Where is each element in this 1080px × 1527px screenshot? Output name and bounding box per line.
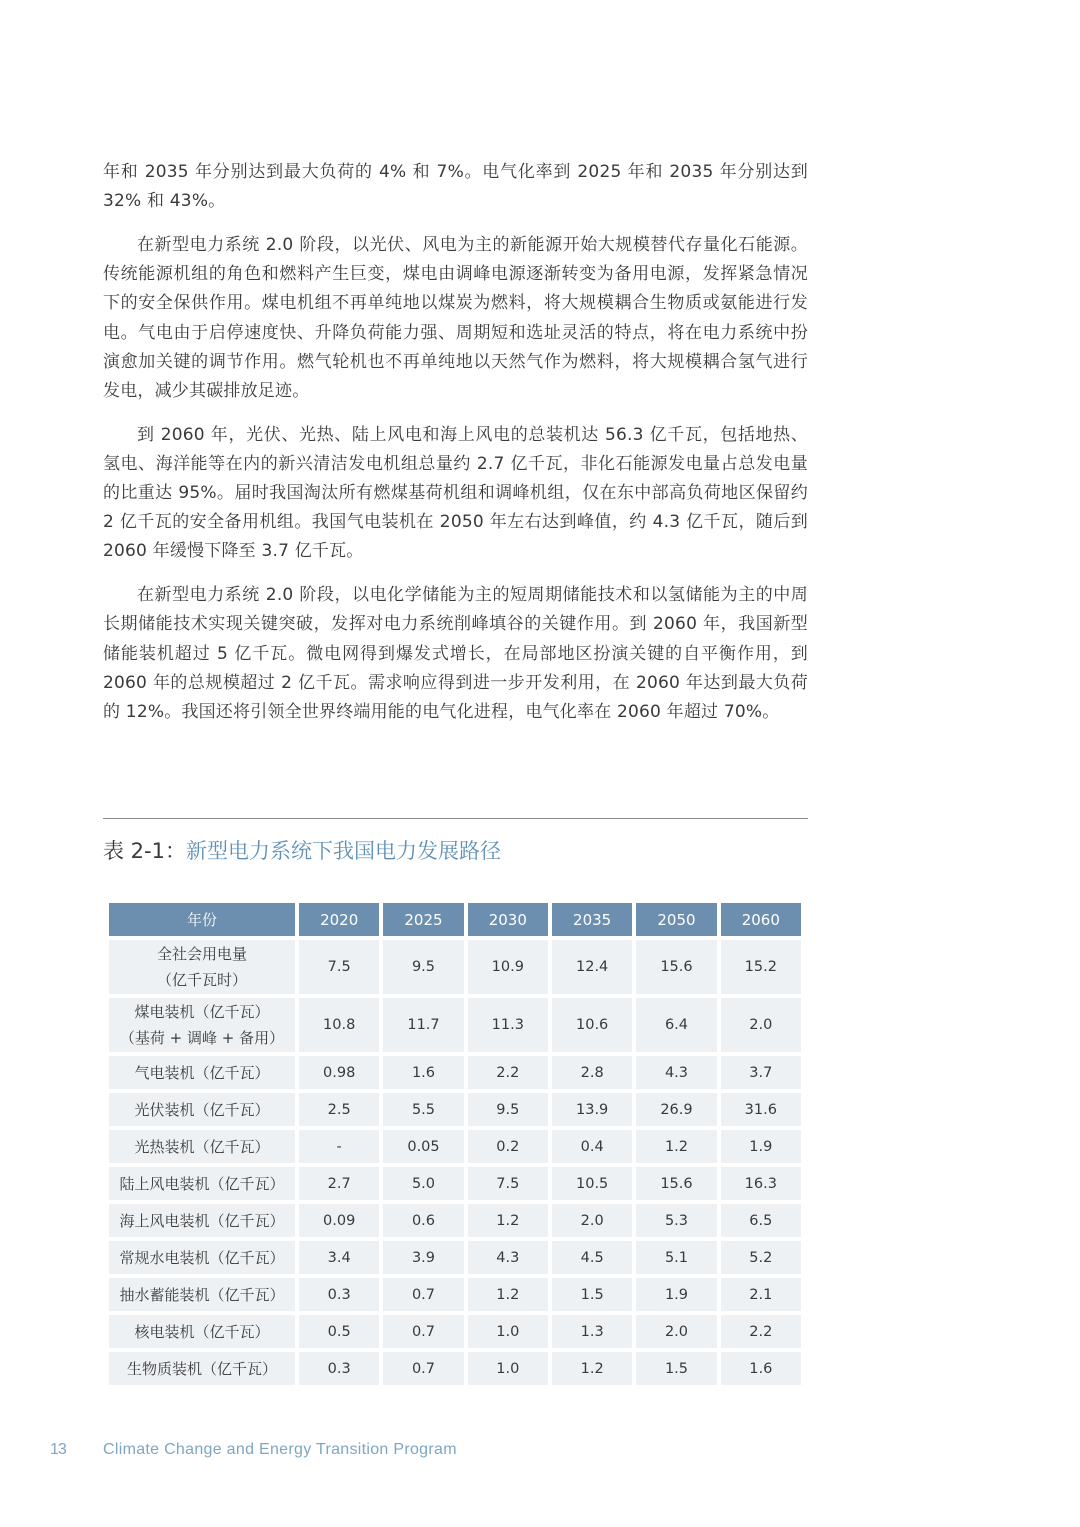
table-row: [109, 1352, 801, 1385]
table-cell: 0.7: [383, 1278, 463, 1311]
table-cell: 10.5: [552, 1167, 632, 1200]
table-cell: 11.7: [383, 998, 463, 1052]
row-label: 光伏装机（亿千瓦）: [109, 1093, 295, 1126]
table-row: [109, 1204, 801, 1237]
table-cell: 10.6: [552, 998, 632, 1052]
table-row: [109, 1130, 801, 1163]
table-row: [109, 1093, 801, 1126]
table-cell: 2.0: [552, 1204, 632, 1237]
table-cell: 1.5: [552, 1278, 632, 1311]
row-label: 光热装机（亿千瓦）: [109, 1130, 295, 1163]
table-cell: 15.6: [636, 1167, 716, 1200]
body-text: [103, 158, 808, 742]
table-cell: 31.6: [721, 1093, 801, 1126]
table-caption-label: 表 2-1：: [103, 839, 186, 863]
table-cell: 4.5: [552, 1241, 632, 1274]
table-cell: 10.9: [468, 940, 548, 994]
table-cell: 12.4: [552, 940, 632, 994]
table-cell: 1.6: [721, 1352, 801, 1385]
table-cell: 2.1: [721, 1278, 801, 1311]
header-2035: 2035: [552, 903, 632, 936]
table-cell: 10.8: [299, 998, 379, 1052]
paragraph-continued: 年和 2035 年分别达到最大负荷的 4% 和 7%。电气化率到 2025 年和 2035 年分别达到 32% 和 43%。: [103, 162, 808, 212]
table-cell: 5.2: [721, 1241, 801, 1274]
table-cell: 1.9: [636, 1278, 716, 1311]
paragraph-2060-capacity: 到 2060 年，光伏、光热、陆上风电和海上风电的总装机达 56.3 亿千瓦，包括地热、氢电、海洋能等在内的新兴清洁发电机组总量约 2.7 亿千瓦，非化石能源发电量占总发电量的比重达 95%。届时我国淘汰所有燃煤基荷机组和调峰机组，仅在东中部高负荷地区保留约 2 亿千瓦的安全备用机组。我国气电装机在 2050 年左右达到峰值，约 4.3 亿千瓦，随后到 2060 年缓慢下降至 3.7 亿千瓦。: [103, 424, 808, 562]
table-cell: 1.0: [468, 1315, 548, 1348]
table-cell: 0.7: [383, 1315, 463, 1348]
table-cell: 6.5: [721, 1204, 801, 1237]
table-cell: 3.9: [383, 1241, 463, 1274]
table-cell: -: [299, 1130, 379, 1163]
table-cell: 15.2: [721, 940, 801, 994]
table-cell: 16.3: [721, 1167, 801, 1200]
table-caption: [103, 836, 501, 866]
table-cell: 1.0: [468, 1352, 548, 1385]
table-cell: 2.2: [721, 1315, 801, 1348]
table-cell: 7.5: [299, 940, 379, 994]
table-row: [109, 940, 801, 994]
row-label: 气电装机（亿千瓦）: [109, 1056, 295, 1089]
table-cell: 2.8: [552, 1056, 632, 1089]
row-label: 核电装机（亿千瓦）: [109, 1315, 295, 1348]
table-row: [109, 998, 801, 1052]
table-caption-title: 新型电力系统下我国电力发展路径: [185, 839, 501, 863]
table-cell: 9.5: [468, 1093, 548, 1126]
table-cell: 0.5: [299, 1315, 379, 1348]
row-label: 常规水电装机（亿千瓦）: [109, 1241, 295, 1274]
table-cell: 6.4: [636, 998, 716, 1052]
header-2030: 2030: [468, 903, 548, 936]
row-label: 全社会用电量 （亿千瓦时）: [109, 940, 295, 994]
table-cell: 0.3: [299, 1352, 379, 1385]
table-cell: 2.0: [636, 1315, 716, 1348]
table-row: [109, 1056, 801, 1089]
table-cell: 1.9: [721, 1130, 801, 1163]
header-year: 年份: [109, 903, 295, 936]
table-cell: 7.5: [468, 1167, 548, 1200]
paragraph-storage: 在新型电力系统 2.0 阶段，以电化学储能为主的短周期储能技术和以氢储能为主的中周长期储能技术实现关键突破，发挥对电力系统削峰填谷的关键作用。到 2060 年，我国新型储能装机超过 5 亿千瓦。微电网得到爆发式增长，在局部地区扮演关键的自平衡作用，到 2060 年的总规模超过 2 亿千瓦。需求响应得到进一步开发利用，在 2060 年达到最大负荷的 12%。我国还将引领全世界终端用能的电气化进程，电气化率在 2060 年超过 70%。: [103, 585, 808, 722]
section-divider: [103, 818, 808, 819]
table-cell: 0.09: [299, 1204, 379, 1237]
table-cell: 1.2: [468, 1278, 548, 1311]
table-row: [109, 1315, 801, 1348]
table-row: [109, 1241, 801, 1274]
table-cell: 9.5: [383, 940, 463, 994]
table-cell: 26.9: [636, 1093, 716, 1126]
table-cell: 2.7: [299, 1167, 379, 1200]
table-cell: 3.7: [721, 1056, 801, 1089]
power-development-table: [105, 899, 805, 1389]
table-row: [109, 1278, 801, 1311]
header-2025: 2025: [383, 903, 463, 936]
row-label: 生物质装机（亿千瓦）: [109, 1352, 295, 1385]
table-cell: 1.5: [636, 1352, 716, 1385]
table-cell: 2.2: [468, 1056, 548, 1089]
footer-program-name: Climate Change and Energy Transition Program: [103, 1441, 457, 1458]
table-cell: 0.2: [468, 1130, 548, 1163]
table-cell: 11.3: [468, 998, 548, 1052]
table-cell: 0.3: [299, 1278, 379, 1311]
table-cell: 5.5: [383, 1093, 463, 1126]
table-cell: 2.5: [299, 1093, 379, 1126]
table-cell: 4.3: [636, 1056, 716, 1089]
header-2060: 2060: [721, 903, 801, 936]
row-label: 海上风电装机（亿千瓦）: [109, 1204, 295, 1237]
table-cell: 5.3: [636, 1204, 716, 1237]
table-cell: 1.2: [552, 1352, 632, 1385]
table-cell: 1.3: [552, 1315, 632, 1348]
table-row: [109, 1167, 801, 1200]
table-cell: 2.0: [721, 998, 801, 1052]
table-cell: 0.7: [383, 1352, 463, 1385]
header-2050: 2050: [636, 903, 716, 936]
row-label: 抽水蓄能装机（亿千瓦）: [109, 1278, 295, 1311]
table-cell: 15.6: [636, 940, 716, 994]
table-cell: 5.0: [383, 1167, 463, 1200]
table-cell: 0.05: [383, 1130, 463, 1163]
table-cell: 1.6: [383, 1056, 463, 1089]
paragraph-new-energy: 在新型电力系统 2.0 阶段，以光伏、风电为主的新能源开始大规模替代存量化石能源。传统能源机组的角色和燃料产生巨变，煤电由调峰电源逐渐转变为备用电源，发挥紧急情况下的安全保供作用。煤电机组不再单纯地以煤炭为燃料，将大规模耦合生物质或氨能进行发电。气电由于启停速度快、升降负荷能力强、周期短和选址灵活的特点，将在电力系统中扮演愈加关键的调节作用。燃气轮机也不再单纯地以天然气作为燃料，将大规模耦合氢气进行发电，减少其碳排放足迹。: [103, 234, 808, 401]
table-cell: 0.98: [299, 1056, 379, 1089]
table-cell: 3.4: [299, 1241, 379, 1274]
page-number: 13: [50, 1441, 66, 1458]
table-cell: 0.4: [552, 1130, 632, 1163]
row-label: 煤电装机（亿千瓦） （基荷 + 调峰 + 备用）: [109, 998, 295, 1052]
header-2020: 2020: [299, 903, 379, 936]
table-cell: 1.2: [468, 1204, 548, 1237]
table-cell: 13.9: [552, 1093, 632, 1126]
table-header-row: [109, 903, 801, 936]
table-cell: 5.1: [636, 1241, 716, 1274]
table-cell: 4.3: [468, 1241, 548, 1274]
row-label: 陆上风电装机（亿千瓦）: [109, 1167, 295, 1200]
table-cell: 1.2: [636, 1130, 716, 1163]
table-cell: 0.6: [383, 1204, 463, 1237]
